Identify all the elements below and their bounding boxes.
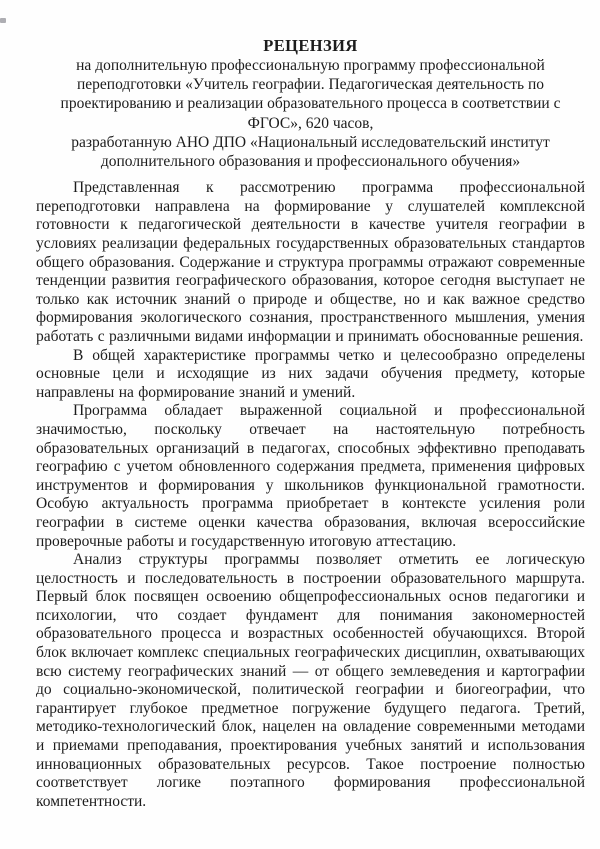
- body-paragraph: Представленная к рассмотрению программа профессиональной переподготовки направлена на формирование у слушателей комплексной готовности к педагогической деятельности в качестве учителя географии в условиях реализации федеральных государственных образовательных стандартов общего образования. Содержание и структура программы отражают современные тенденции развития географического образования, которое сегодня выступает не только как источник знаний о природе и обществе, но и как важное средство формирования экологического сознания, пространственного мышления, умения работать с различными видами информации и принимать обоснованные решения.: [36, 179, 585, 345]
- subtitle-line: переподготовки «Учитель географии. Педагогическая деятельность по: [77, 76, 544, 94]
- subtitle-line: разработанную АНО ДПО «Национальный исследовательский институт: [71, 133, 550, 151]
- subtitle-line: дополнительного образования и профессионального обучения»: [100, 153, 521, 171]
- document-title: РЕЦЕНЗИЯ: [263, 36, 358, 55]
- subtitle-line: ФГОС», 620 часов,: [247, 114, 374, 132]
- scan-artifact: [0, 18, 6, 23]
- subtitle-line: проектированию и реализации образовательного процесса в соответствии с: [60, 95, 561, 113]
- body-paragraph: В общей характеристике программы четко и целесообразно определены основные цели и исходящие из них задачи обучения предмету, которые направлены на формирование знаний и умений.: [36, 346, 585, 401]
- body-paragraph: Анализ структуры программы позволяет отметить ее логическую целостность и последовательность в построении образовательного маршрута. Первый блок посвящен освоению общепрофессиональных основ педагогики и психологии, что создает фундамент для понимания закономерностей образовательного процесса и возрастных особенностей обучающихся. Второй блок включает комплекс специальных географических дисциплин, охватывающих всю систему географических знаний — от общего землеведения и картографии до социально-экономической, политической географии и биогеографии, что гарантирует глубокое предметное погружение будущего педагога. Третий, методико-технологический блок, нацелен на овладение современными методами и приемами преподавания, проектирования учебных занятий и использования инновационных образовательных ресурсов. Такое построение полностью соответствует логике поэтапного формирования профессиональной компетентности.: [36, 551, 585, 810]
- document-body: [36, 179, 585, 811]
- body-paragraph: Программа обладает выраженной социальной и профессиональной значимостью, поскольку отвечает на настоятельную потребность образовательных организаций в педагогах, способных эффективно преподавать географию с учетом обновленного содержания предмета, применения цифровых инструментов и формирования у школьников функциональной грамотности. Особую актуальность программа приобретает в контексте усиления роли географии в системе оценки качества образования, включая всероссийские проверочные работы и государственную итоговую аттестацию.: [36, 402, 585, 550]
- document-subtitle: [36, 56, 585, 171]
- subtitle-line: на дополнительную профессиональную программу профессиональной: [76, 57, 545, 74]
